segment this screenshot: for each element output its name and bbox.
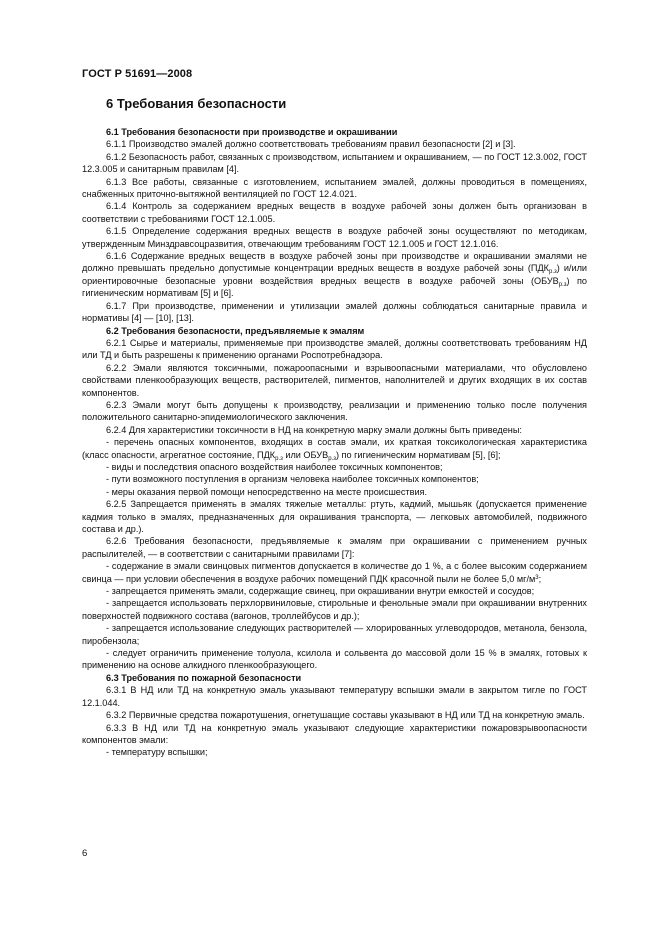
paragraph-6-1-7: 6.1.7 При производстве, применении и утилизации эмалей должны соблюдаться санитарные правила и нормативы [4] — [10], [13].: [82, 300, 587, 324]
paragraph-6-3-1: 6.3.1 В НД или ТД на конкретную эмаль указывают температуру вспышки эмали в закрытом тигле по ГОСТ 12.1.044.: [82, 685, 587, 708]
paragraph-6-1-5: 6.1.5 Определение содержания вредных веществ в воздухе рабочей зоны осуществляют по методикам, утвержденным Минздравсоцразвития, отвечающим требованиям ГОСТ 12.1.005 и ГОСТ 12.1.016.: [82, 226, 587, 249]
paragraph-6-1-6: 6.1.6 Содержание вредных веществ в воздухе рабочей зоны при производстве и окрашивании эмалями не должно превышать предельно допустимые концентрации вредных веществ в воздухе рабочей зоны $(ПДК_{р.з})$ и/или ориентировочные безопасные уровни воздействия вредных веществ в воздухе рабочей зоны $(ОБУВ_{р.з})$ по гигиеническим нормативам [5] и [6].: [82, 251, 587, 299]
section-title: 6 Требования безопасности: [106, 96, 287, 111]
paragraph-6-1-1: 6.1.1 Производство эмалей должно соответствовать требованиям правил безопасности [2] и [3].: [106, 139, 516, 150]
list-item-forbidden-solvents: - запрещается использование следующих растворителей — хлорированных углеводородов, метанола, бензола, пиробензола;: [82, 623, 587, 646]
paragraph-6-1-3: 6.1.3 Все работы, связанные с изготовлением, испытанием эмалей, должны проводиться в помещениях, снабженных приточно-вытяжной вентиляцией по ГОСТ 12.4.021.: [82, 176, 587, 200]
paragraph-6-2-2: 6.2.2 Эмали являются токсичными, пожароопасными и взрывоопасными материалами, что обусловлено свойствами пленкообразующих веществ, растворителей, пигментов, наполнителей и других входящих в их состав компонентов.: [82, 362, 587, 398]
paragraph-6-2-6: 6.2.6 Требования безопасности, предъявляемые к эмалям при окрашивании с применением ручных распылителей, — в соответствии с санитарными правилами [7]:: [82, 536, 587, 559]
paragraph-6-1-4: 6.1.4 Контроль за содержанием вредных веществ в воздухе рабочей зоны должен быть организован в соответствии с требованиями ГОСТ 12.1.005.: [82, 201, 587, 224]
list-item-lead-containers: - запрещается применять эмали, содержащие свинец, при окрашивании внутри емкостей и сосудов;: [106, 586, 535, 597]
paragraph-6-2-3: 6.2.3 Эмали могут быть допущены к производству, реализации и применению только после получения положительного санитарно-эпидемиологического заключения.: [82, 399, 587, 423]
paragraph-6-3-2: 6.3.2 Первичные средства пожаротушения, огнетушащие составы указывают в НД или ТД на конкретную эмаль.: [106, 710, 585, 721]
paragraph-6-2-4: 6.2.4 Для характеристики токсичности в НД на конкретную марку эмали должны быть приведены:: [106, 424, 522, 435]
list-item-effects: - виды и последствия опасного воздействия наиболее токсичных компонентов;: [106, 461, 443, 472]
subsection-heading-6-3: 6.3 Требования по пожарной безопасности: [106, 672, 302, 683]
paragraph-6-2-1: 6.2.1 Сырье и материалы, применяемые при производстве эмалей, должны соответствовать требованиям НД или ТД и быть разрешены к применению органами Роспотребнадзора.: [82, 337, 587, 361]
list-item-flash-point: - температуру вспышки;: [106, 747, 208, 758]
subsection-heading-6-1: 6.1 Требования безопасности при производстве и окрашивании: [106, 127, 398, 137]
standard-header: ГОСТ Р 51691—2008: [82, 68, 193, 80]
list-item-toxic-components: - перечень опасных компонентов, входящих в состав эмали, их краткая токсикологическая характеристика (класс опасности, агрегатное состояние, $ПДК_{р.з}$ или $ОБУВ_{р.з}$) по гигиеническим нормативам [5], [6];: [82, 437, 587, 462]
paragraph-6-1-2: 6.1.2 Безопасность работ, связанных с производством, испытанием и окрашиванием, — по ГОСТ 12.3.002, ГОСТ 12.3.005 и санитарным правилам [4].: [82, 151, 587, 175]
document-body: [82, 124, 587, 759]
paragraph-6-3-3: 6.3.3 В НД или ТД на конкретную эмаль указывают следующие характеристики пожаровзрывоопасности компонентов эмали:: [82, 722, 587, 745]
subsection-heading-6-2: 6.2 Требования безопасности, предъявляемые к эмалям: [106, 325, 365, 336]
list-item-limited-solvents: - следует ограничить применение толуола, ксилола и сольвента до массовой доли 15 % в эмалях, готовых к применению на основе алкидного пленкообразующего.: [82, 648, 587, 671]
list-item-forbidden-enamels: - запрещается использовать перхлорвиниловые, стирольные и фенольные эмали при окрашивании внутренних поверхностей подвижного состава (вагонов, троллейбусов и др.);: [82, 598, 587, 621]
paragraph-6-2-5: 6.2.5 Запрещается применять в эмалях тяжелые металлы: ртуть, кадмий, мышьяк (допускается применение кадмия только в эмалях, предназначенных для окрашивания транспорта, — легковых автомобилей, подвижного состава и др.).: [82, 499, 587, 534]
list-item-exposure-routes: - пути возможного поступления в организм человека наиболее токсичных компонентов;: [106, 474, 479, 485]
list-item-lead-pigments: - содержание в эмали свинцовых пигментов допускается в количестве до 1 %, а с более высоким содержанием свинца — при условии обеспечения в воздухе рабочих помещений ПДК красочной пыли не более 5,0 $мг/м^3$;: [82, 561, 587, 584]
list-item-first-aid: - меры оказания первой помощи непосредственно на месте происшествия.: [106, 486, 428, 497]
page-number: 6: [82, 848, 88, 859]
